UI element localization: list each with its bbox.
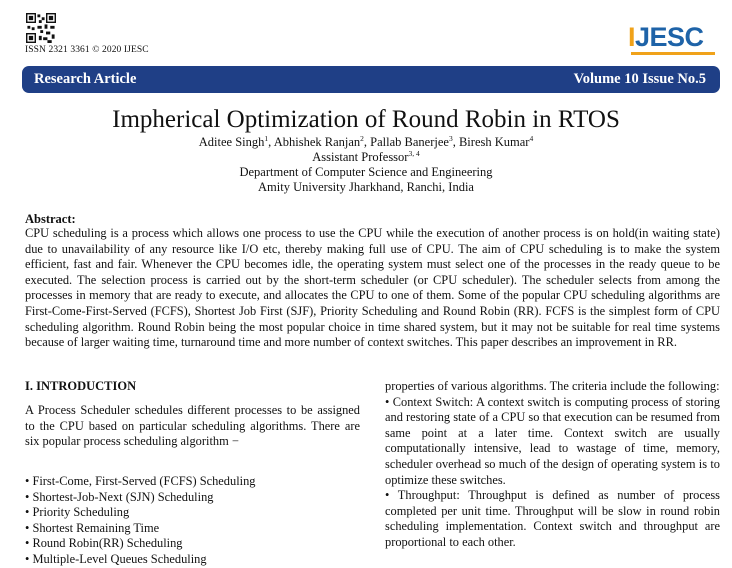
list-item: • Shortest Remaining Time <box>25 521 255 537</box>
paper-title: Impherical Optimization of Round Robin in RTOS <box>112 106 620 133</box>
context-switch-paragraph: • Context Switch: A context switch is computing process of storing and restoring state of a CPU so that execution can be resumed from same point at a later time. Context switch are usually computationally intensive, lead to wastage of time, memory, scheduler overhead so much of the design of operating system is to optimize these switches. <box>385 394 720 487</box>
criteria-intro: properties of various algorithms. The criteria include the following: <box>385 379 720 393</box>
section-label: Research Article <box>34 71 137 87</box>
section-heading: I. INTRODUCTION <box>25 379 137 393</box>
list-item: • Round Robin(RR) Scheduling <box>25 536 255 552</box>
list-item: • Multiple-Level Queues Scheduling <box>25 552 255 568</box>
abstract-text: CPU scheduling is a process which allows one process to use the CPU while the execution of another process is on hold(in waiting state) due to unavailability of any resource like I/O etc, thereby making full use of CPU. The aim of CPU scheduling is to make the system efficient, fast and fair. Whenever the CPU becomes idle, the operating system must select one of the processes in the ready queue to be executed. The selection process is carried out by the short-term scheduler (or CPU scheduler). The scheduler selects from among the processes in memory that are ready to execute, and allocates the CPU to one of them. Some of the popular CPU scheduling algorithms are First-Come-First-Served (FCFS), Shortest Job First (SJF), Priority Scheduling and Round Robin (RR). FCFS is the simplest form of CPU scheduling algorithm. Round Robin being the most popular choice in time shared system, but it may not be suitable for real time systems because of larger waiting time, turnaround time and more number of context switches. This paper describes an improvement in RR. <box>25 226 720 350</box>
journal-logo: IJESC <box>628 22 704 52</box>
list-item: • Shortest-Job-Next (SJN) Scheduling <box>25 490 255 506</box>
author-name: Pallab Banerjee <box>370 135 449 150</box>
author-department: Department of Computer Science and Engineering <box>239 165 493 179</box>
logo-underline <box>631 52 715 55</box>
qr-code-icon <box>26 13 56 43</box>
abstract-heading: Abstract: <box>25 212 76 226</box>
throughput-paragraph: • Throughput: Throughput is defined as number of process completed per unit time. Throughput will be slow in round robin scheduling implementation. Context switch and throughput are proportional to each other. <box>385 488 720 549</box>
author-name: Biresh Kumar <box>458 135 530 150</box>
issn-line: ISSN 2321 3361 © 2020 IJESC <box>25 45 149 55</box>
list-item: • First-Come, First-Served (FCFS) Scheduling <box>25 474 255 490</box>
author-name: Abhishek Ranjan <box>273 135 361 150</box>
algorithm-list <box>25 474 255 568</box>
author-role: Assistant Professor$^{3, 4}$ <box>312 149 420 165</box>
intro-paragraph: A Process Scheduler schedules different processes to be assigned to the CPU based on particular scheduling algorithms. There are six popular process scheduling algorithm − <box>25 403 360 449</box>
author-name: Aditee Singh <box>198 135 265 150</box>
author-list: Aditee Singh$^1$, Abhishek Ranjan$^2$, Pallab Banerjee$^3$, Biresh Kumar$^4$ <box>198 134 534 150</box>
author-university: Amity University Jharkhand, Ranchi, India <box>258 180 474 194</box>
volume-label: Volume 10 Issue No.5 <box>573 71 706 87</box>
right-column <box>385 379 720 551</box>
list-item: • Priority Scheduling <box>25 505 255 521</box>
article-banner <box>22 66 720 93</box>
